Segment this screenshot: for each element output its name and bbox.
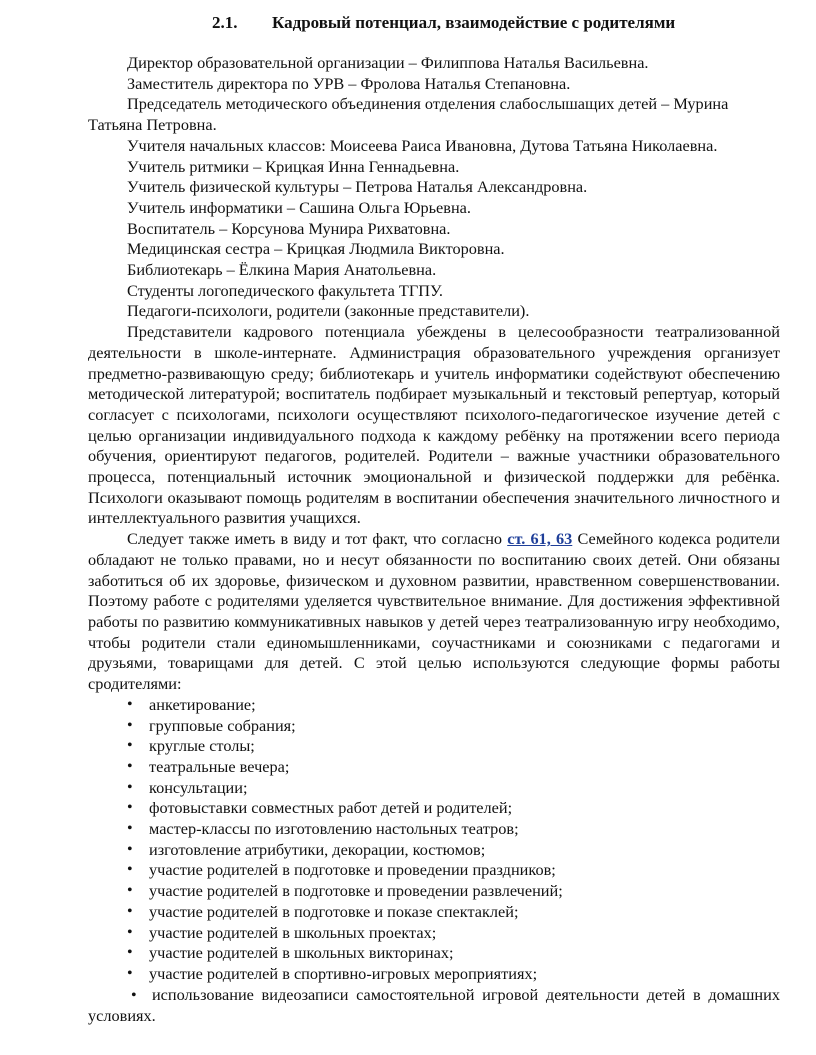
staff-line: Библиотекарь – Ёлкина Мария Анатольевна. [127,260,437,280]
staff-line: Учителя начальных классов: Моисеева Раиса Ивановна, Дутова Татьяна Николаевна. [127,135,718,155]
list-item: • фотовыставки совместных работ детей и родителей; [88,798,780,819]
staff-line: Председатель методического объединения отделения слабослышащих детей – Мурина Татьяна Петровна. [88,94,729,135]
list-item: • участие родителей в спортивно-игровых мероприятиях; [88,964,780,985]
list-item: • групповые собрания; [88,716,780,737]
staff-line: Директор образовательной организации – Филиппова Наталья Васильевна. [127,53,649,72]
staff-line: Учитель ритмики – Крицкая Инна Геннадьевна. [127,156,460,176]
section-number: 2.1. [212,13,238,32]
staff-line: Воспитатель – Корсунова Мунира Рихватовна. [127,218,451,238]
document-body [88,53,780,1027]
list-item: • анкетирование; [88,695,780,716]
list-item: • изготовление атрибутики, декорации, костюмов; [88,840,780,861]
staff-line: Учитель информатики – Сашина Ольга Юрьевна. [127,197,471,217]
staff-line: Заместитель директора по УРВ – Фролова Наталья Степановна. [127,73,571,93]
list-item: • участие родителей в подготовке и проведении праздников; [88,860,780,881]
list-item: • участие родителей в подготовке и проведении развлечений; [88,881,780,902]
list-item: • круглые столы; [88,736,780,757]
staff-line: Студенты логопедического факультета ТГПУ. [127,280,443,300]
last-item-text: использование видеозаписи самостоятельной игровой деятельности детей в домашних условиях. [88,984,780,1026]
list-item: • консультации; [88,778,780,799]
list-item: • участие родителей в школьных проектах; [88,923,780,944]
staff-line: Медицинская сестра – Крицкая Людмила Викторовна. [127,239,505,259]
staff-line: Учитель физической культуры – Петрова Наталья Александровна. [127,177,588,197]
list-item: • участие родителей в школьных викторинах; [88,943,780,964]
list-item: • участие родителей в подготовке и показе спектаклей; [88,902,780,923]
staff-list [88,53,780,322]
list-item: • театральные вечера; [88,757,780,778]
work-forms-list [88,695,780,985]
list-item-last [88,985,780,1027]
bullet-icon: • [131,986,137,1004]
paragraph-text-before-link: Следует также иметь в виду и тот факт, что согласно [127,529,508,549]
paragraph-text-after-link: Семейного кодекса родители обладают не только правами, но и несут обязанности по воспитанию своих детей. Они обязаны заботиться об их здоровье, физическом и духовном развитии, нравственном совершенствовании. Поэтому работе с родителями уделяется чувствительное внимание. Для достижения эффективной работы по развитию коммуникативных навыков у детей через театрализованную игру необходимо, чтобы родители стали единомышленниками, соучастниками и союзниками с педагогами и друзьями, товарищами для детей. С этой целью используются следующие формы работы сродителями: [88,529,780,694]
list-item: • мастер-классы по изготовлению настольных театров; [88,819,780,840]
paragraph-family-code [88,529,780,695]
paragraph-staff-role: Представители кадрового потенциала убеждены в целесообразности театрализованной деятельности в школе-интернате. Администрация образовательного учреждения организует предметно-развивающую среду; библиотекарь и учитель информатики содействуют обеспечению методической литературой; воспитатель подбирает музыкальный и текстовый репертуар, который согласует с психологами, психологи осуществляют психолого-педагогическое изучение детей с целью организации индивидуального подхода к каждому ребёнку на протяжении всего периода обучения, ориентируют педагогов, родителей. Родители – важные участники образовательного процесса, потенциальный источник эмоциональной и физической поддержки для ребёнка. Психологи оказывают помощь родителям в воспитании обеспечения значительного личностного и интеллектуального развития учащихся. [88,322,780,528]
section-title: Кадровый потенциал, взаимодействие с родителями [272,13,676,32]
staff-line: Педагоги-психологи, родители (законные представители). [127,301,530,321]
family-code-link[interactable]: ст. 61, 63 [507,529,573,549]
